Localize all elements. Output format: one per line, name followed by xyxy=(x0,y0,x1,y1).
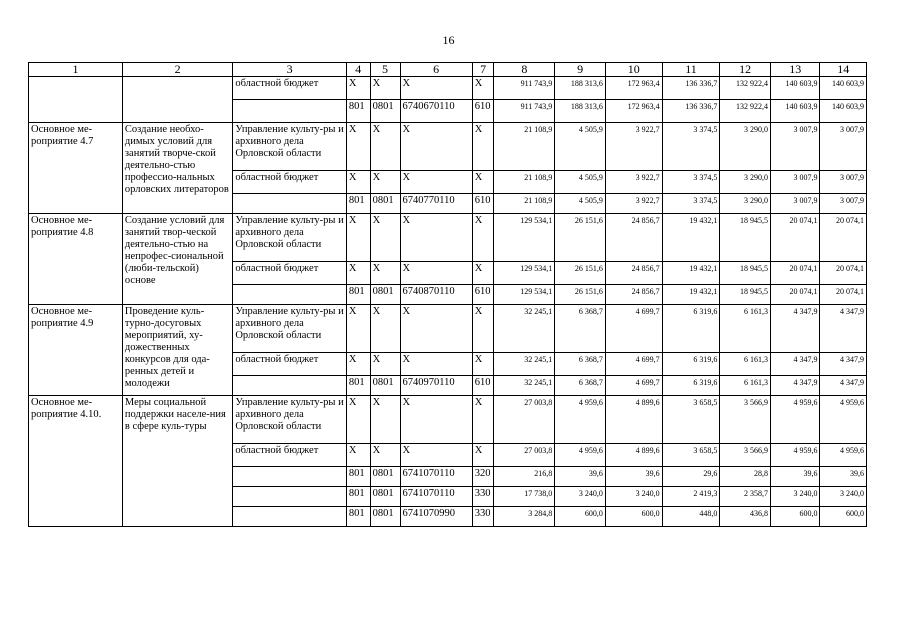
column-number-cell: 6 xyxy=(400,63,472,77)
value-cell: 3 658,5 xyxy=(662,396,720,444)
code-cell-6: 6741070110 xyxy=(400,487,472,507)
value-cell: 6 319,6 xyxy=(662,353,720,376)
table-row xyxy=(29,396,867,444)
value-cell: 436,8 xyxy=(720,507,771,527)
code-cell-5: 0801 xyxy=(370,100,400,123)
value-cell: 140 603,9 xyxy=(770,100,820,123)
event-name-cell: Основное ме-роприятие 4.8 xyxy=(29,214,123,305)
value-cell: 4 699,7 xyxy=(605,305,662,353)
value-cell: 4 505,9 xyxy=(555,171,606,194)
value-cell: 600,0 xyxy=(820,507,867,527)
value-cell: 3 007,9 xyxy=(820,194,867,214)
value-cell: 3 007,9 xyxy=(770,194,820,214)
code-cell-6: X xyxy=(400,396,472,444)
code-cell-6: X xyxy=(400,262,472,285)
code-cell-6: X xyxy=(400,305,472,353)
value-cell: 20 074,1 xyxy=(770,262,820,285)
value-cell: 136 336,7 xyxy=(662,100,720,123)
code-cell-5: X xyxy=(370,262,400,285)
code-cell-5: 0801 xyxy=(370,467,400,487)
funding-source-cell: областной бюджет xyxy=(233,353,347,376)
value-cell: 21 108,9 xyxy=(494,194,555,214)
event-cell-empty xyxy=(29,77,123,123)
code-cell-7: 610 xyxy=(472,376,494,396)
value-cell: 4 959,6 xyxy=(820,444,867,467)
value-cell: 3 240,0 xyxy=(820,487,867,507)
value-cell: 911 743,9 xyxy=(494,100,555,123)
value-cell: 24 856,7 xyxy=(605,285,662,305)
value-cell: 6 161,3 xyxy=(720,353,771,376)
code-cell-5: X xyxy=(370,123,400,171)
value-cell: 4 699,7 xyxy=(605,376,662,396)
value-cell: 17 738,0 xyxy=(494,487,555,507)
column-number-cell: 10 xyxy=(605,63,662,77)
code-cell-5: 0801 xyxy=(370,194,400,214)
code-cell-7: X xyxy=(472,305,494,353)
value-cell: 39,6 xyxy=(555,467,606,487)
code-cell-6: 6740970110 xyxy=(400,376,472,396)
event-description-cell: Создание необхо-димых условий для занятий творче-ской деятельно-стью профессио-нальных орловских литераторов xyxy=(122,123,232,214)
code-cell-4: X xyxy=(346,123,370,171)
code-cell-5: X xyxy=(370,77,400,100)
code-cell-4: X xyxy=(346,396,370,444)
code-cell-7: 610 xyxy=(472,100,494,123)
value-cell: 3 922,7 xyxy=(605,171,662,194)
value-cell: 19 432,1 xyxy=(662,285,720,305)
code-cell-4: 801 xyxy=(346,194,370,214)
value-cell: 6 161,3 xyxy=(720,305,771,353)
value-cell: 4 505,9 xyxy=(555,194,606,214)
code-cell-7: X xyxy=(472,444,494,467)
column-number-cell: 9 xyxy=(555,63,606,77)
funding-cell-empty xyxy=(233,285,347,305)
value-cell: 3 240,0 xyxy=(605,487,662,507)
value-cell: 4 347,9 xyxy=(820,305,867,353)
code-cell-5: X xyxy=(370,171,400,194)
code-cell-7: 330 xyxy=(472,507,494,527)
value-cell: 4 959,6 xyxy=(770,396,820,444)
code-cell-5: 0801 xyxy=(370,376,400,396)
value-cell: 4 347,9 xyxy=(770,353,820,376)
code-cell-6: 6741070110 xyxy=(400,467,472,487)
code-cell-4: X xyxy=(346,171,370,194)
funding-source-cell: областной бюджет xyxy=(233,444,347,467)
code-cell-7: X xyxy=(472,171,494,194)
event-name-cell: Основное ме-роприятие 4.9 xyxy=(29,305,123,396)
value-cell: 129 534,1 xyxy=(494,262,555,285)
code-cell-4: 801 xyxy=(346,467,370,487)
funding-source-cell: Управление культу-ры и архивного дела Орловской области xyxy=(233,396,347,444)
budget-table xyxy=(28,62,867,527)
value-cell: 600,0 xyxy=(605,507,662,527)
code-cell-5: X xyxy=(370,444,400,467)
column-number-cell: 8 xyxy=(494,63,555,77)
code-cell-4: 801 xyxy=(346,507,370,527)
code-cell-7: 610 xyxy=(472,285,494,305)
value-cell: 26 151,6 xyxy=(555,262,606,285)
code-cell-5: 0801 xyxy=(370,285,400,305)
column-number-row xyxy=(29,63,867,77)
value-cell: 20 074,1 xyxy=(820,285,867,305)
funding-cell-empty xyxy=(233,467,347,487)
value-cell: 4 959,6 xyxy=(555,444,606,467)
value-cell: 4 959,6 xyxy=(770,444,820,467)
value-cell: 3 240,0 xyxy=(555,487,606,507)
funding-source-cell: Управление культу-ры и архивного дела Орловской области xyxy=(233,123,347,171)
value-cell: 32 245,1 xyxy=(494,353,555,376)
value-cell: 20 074,1 xyxy=(770,285,820,305)
code-cell-5: 0801 xyxy=(370,487,400,507)
value-cell: 4 699,7 xyxy=(605,353,662,376)
value-cell: 4 347,9 xyxy=(820,353,867,376)
table-row xyxy=(29,305,867,353)
value-cell: 129 534,1 xyxy=(494,285,555,305)
column-number-cell: 4 xyxy=(346,63,370,77)
code-cell-6: X xyxy=(400,444,472,467)
value-cell: 600,0 xyxy=(555,507,606,527)
value-cell: 2 419,3 xyxy=(662,487,720,507)
value-cell: 911 743,9 xyxy=(494,77,555,100)
value-cell: 3 290,0 xyxy=(720,194,771,214)
table-row xyxy=(29,123,867,171)
code-cell-5: X xyxy=(370,353,400,376)
value-cell: 21 108,9 xyxy=(494,171,555,194)
code-cell-6: 6740670110 xyxy=(400,100,472,123)
funding-source-cell: областной бюджет xyxy=(233,77,347,100)
value-cell: 32 245,1 xyxy=(494,305,555,353)
code-cell-5: 0801 xyxy=(370,507,400,527)
code-cell-4: 801 xyxy=(346,376,370,396)
event-name-cell: Основное ме-роприятие 4.10. xyxy=(29,396,123,527)
value-cell: 140 603,9 xyxy=(820,77,867,100)
value-cell: 448,0 xyxy=(662,507,720,527)
column-number-cell: 12 xyxy=(720,63,771,77)
code-cell-4: X xyxy=(346,305,370,353)
value-cell: 4 959,6 xyxy=(555,396,606,444)
value-cell: 6 319,6 xyxy=(662,376,720,396)
value-cell: 3 374,5 xyxy=(662,171,720,194)
value-cell: 600,0 xyxy=(770,507,820,527)
funding-source-cell: областной бюджет xyxy=(233,171,347,194)
code-cell-4: X xyxy=(346,353,370,376)
value-cell: 172 963,4 xyxy=(605,77,662,100)
code-cell-6: X xyxy=(400,353,472,376)
value-cell: 3 290,0 xyxy=(720,123,771,171)
value-cell: 32 245,1 xyxy=(494,376,555,396)
code-cell-6: 6741070990 xyxy=(400,507,472,527)
code-cell-6: 6740770110 xyxy=(400,194,472,214)
code-cell-4: X xyxy=(346,214,370,262)
value-cell: 3 007,9 xyxy=(770,171,820,194)
code-cell-7: X xyxy=(472,77,494,100)
value-cell: 4 347,9 xyxy=(770,376,820,396)
funding-cell-empty xyxy=(233,376,347,396)
value-cell: 6 319,6 xyxy=(662,305,720,353)
value-cell: 3 284,8 xyxy=(494,507,555,527)
funding-cell-empty xyxy=(233,487,347,507)
value-cell: 20 074,1 xyxy=(820,262,867,285)
value-cell: 3 374,5 xyxy=(662,123,720,171)
code-cell-5: X xyxy=(370,214,400,262)
value-cell: 26 151,6 xyxy=(555,285,606,305)
value-cell: 4 505,9 xyxy=(555,123,606,171)
code-cell-4: X xyxy=(346,444,370,467)
event-description-cell: Проведение куль-турно-досуговых мероприятий, ху-дожественных конкурсов для ода-ренных детей и молодежи xyxy=(122,305,232,396)
column-number-cell: 2 xyxy=(122,63,232,77)
value-cell: 6 368,7 xyxy=(555,353,606,376)
funding-cell-empty xyxy=(233,507,347,527)
value-cell: 3 290,0 xyxy=(720,171,771,194)
code-cell-7: 610 xyxy=(472,194,494,214)
code-cell-4: 801 xyxy=(346,100,370,123)
description-cell-empty xyxy=(122,77,232,123)
value-cell: 6 161,3 xyxy=(720,376,771,396)
value-cell: 216,8 xyxy=(494,467,555,487)
value-cell: 4 959,6 xyxy=(820,396,867,444)
event-name-cell: Основное ме-роприятие 4.7 xyxy=(29,123,123,214)
code-cell-4: 801 xyxy=(346,285,370,305)
value-cell: 19 432,1 xyxy=(662,214,720,262)
value-cell: 39,6 xyxy=(770,467,820,487)
value-cell: 136 336,7 xyxy=(662,77,720,100)
code-cell-7: 320 xyxy=(472,467,494,487)
code-cell-4: 801 xyxy=(346,487,370,507)
value-cell: 24 856,7 xyxy=(605,214,662,262)
value-cell: 3 566,9 xyxy=(720,444,771,467)
column-number-cell: 11 xyxy=(662,63,720,77)
event-description-cell: Создание условий для занятий твор-ческой деятельно-стью на непрофес-сиональной (люби-тельской) основе xyxy=(122,214,232,305)
value-cell: 29,6 xyxy=(662,467,720,487)
code-cell-7: X xyxy=(472,123,494,171)
value-cell: 18 945,5 xyxy=(720,285,771,305)
code-cell-7: 330 xyxy=(472,487,494,507)
value-cell: 188 313,6 xyxy=(555,100,606,123)
value-cell: 27 003,8 xyxy=(494,444,555,467)
column-number-cell: 7 xyxy=(472,63,494,77)
code-cell-7: X xyxy=(472,396,494,444)
funding-source-cell: Управление культу-ры и архивного дела Орловской области xyxy=(233,305,347,353)
value-cell: 24 856,7 xyxy=(605,262,662,285)
table-row xyxy=(29,214,867,262)
code-cell-4: X xyxy=(346,262,370,285)
column-number-cell: 14 xyxy=(820,63,867,77)
code-cell-5: X xyxy=(370,305,400,353)
column-number-cell: 1 xyxy=(29,63,123,77)
value-cell: 188 313,6 xyxy=(555,77,606,100)
value-cell: 3 566,9 xyxy=(720,396,771,444)
value-cell: 132 922,4 xyxy=(720,77,771,100)
funding-source-cell: областной бюджет xyxy=(233,262,347,285)
value-cell: 4 347,9 xyxy=(770,305,820,353)
value-cell: 28,8 xyxy=(720,467,771,487)
value-cell: 4 899,6 xyxy=(605,444,662,467)
value-cell: 172 963,4 xyxy=(605,100,662,123)
funding-cell-empty xyxy=(233,194,347,214)
column-number-cell: 13 xyxy=(770,63,820,77)
value-cell: 3 922,7 xyxy=(605,194,662,214)
value-cell: 26 151,6 xyxy=(555,214,606,262)
code-cell-6: X xyxy=(400,77,472,100)
table-row xyxy=(29,77,867,100)
value-cell: 20 074,1 xyxy=(770,214,820,262)
value-cell: 18 945,5 xyxy=(720,262,771,285)
value-cell: 3 240,0 xyxy=(770,487,820,507)
value-cell: 140 603,9 xyxy=(820,100,867,123)
code-cell-4: X xyxy=(346,77,370,100)
code-cell-5: X xyxy=(370,396,400,444)
value-cell: 6 368,7 xyxy=(555,376,606,396)
value-cell: 18 945,5 xyxy=(720,214,771,262)
value-cell: 140 603,9 xyxy=(770,77,820,100)
value-cell: 4 899,6 xyxy=(605,396,662,444)
funding-source-cell: Управление культу-ры и архивного дела Орловской области xyxy=(233,214,347,262)
value-cell: 129 534,1 xyxy=(494,214,555,262)
code-cell-6: X xyxy=(400,171,472,194)
value-cell: 132 922,4 xyxy=(720,100,771,123)
value-cell: 3 007,9 xyxy=(770,123,820,171)
value-cell: 3 374,5 xyxy=(662,194,720,214)
code-cell-6: X xyxy=(400,123,472,171)
funding-cell-empty xyxy=(233,100,347,123)
code-cell-6: X xyxy=(400,214,472,262)
page-number: 16 xyxy=(442,33,455,47)
code-cell-7: X xyxy=(472,262,494,285)
value-cell: 19 432,1 xyxy=(662,262,720,285)
code-cell-7: X xyxy=(472,214,494,262)
value-cell: 3 922,7 xyxy=(605,123,662,171)
value-cell: 3 658,5 xyxy=(662,444,720,467)
column-number-cell: 3 xyxy=(233,63,347,77)
value-cell: 2 358,7 xyxy=(720,487,771,507)
event-description-cell: Меры социальной поддержки населе-ния в сфере куль-туры xyxy=(122,396,232,527)
code-cell-7: X xyxy=(472,353,494,376)
value-cell: 39,6 xyxy=(820,467,867,487)
value-cell: 3 007,9 xyxy=(820,123,867,171)
value-cell: 6 368,7 xyxy=(555,305,606,353)
table-body xyxy=(29,63,867,527)
value-cell: 4 347,9 xyxy=(820,376,867,396)
value-cell: 21 108,9 xyxy=(494,123,555,171)
code-cell-6: 6740870110 xyxy=(400,285,472,305)
value-cell: 3 007,9 xyxy=(820,171,867,194)
column-number-cell: 5 xyxy=(370,63,400,77)
value-cell: 27 003,8 xyxy=(494,396,555,444)
value-cell: 39,6 xyxy=(605,467,662,487)
value-cell: 20 074,1 xyxy=(820,214,867,262)
